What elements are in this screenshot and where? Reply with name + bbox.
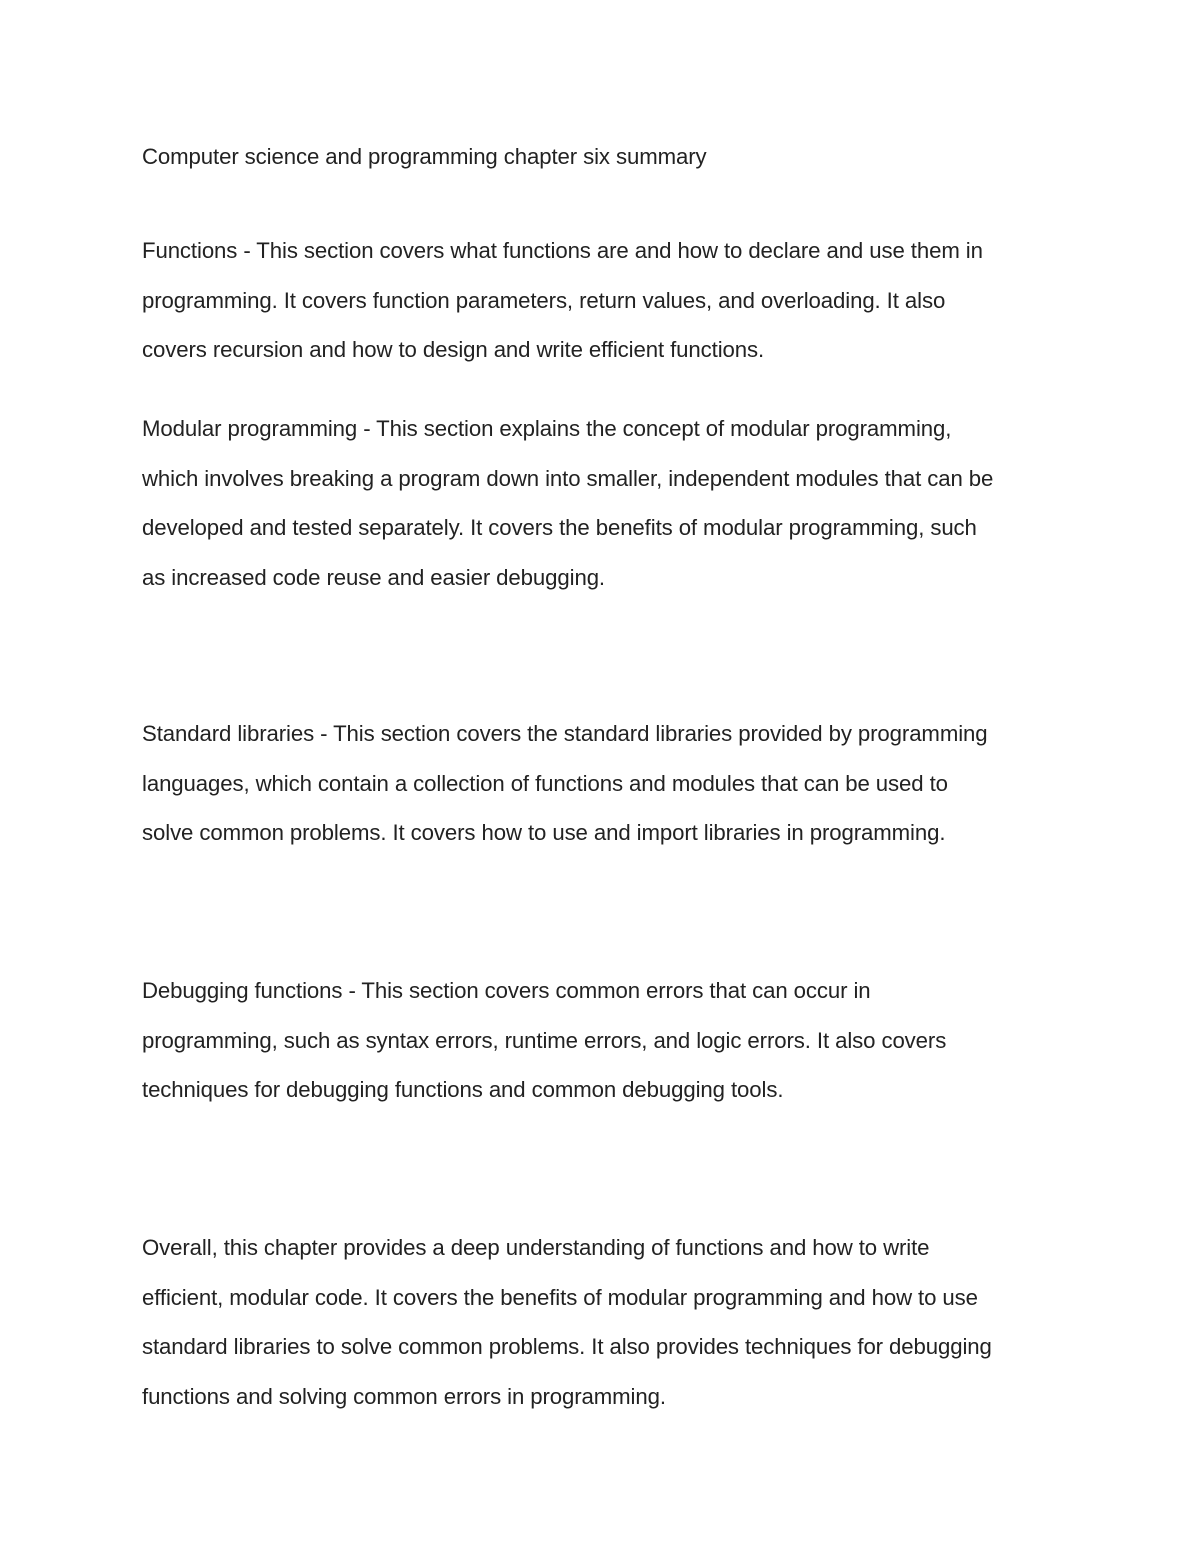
paragraph-line: which involves breaking a program down into smaller, independent modules that can be: [142, 465, 994, 491]
section-overall: [142, 1223, 1067, 1421]
paragraph-line: solve common problems. It covers how to use and import libraries in programming.: [142, 820, 946, 846]
paragraph-line: Functions - This section covers what functions are and how to declare and use them in: [142, 238, 983, 263]
section-functions: [142, 226, 1067, 375]
paragraph-line: functions and solving common errors in programming.: [142, 1383, 666, 1409]
title-line: Computer science and programming chapter six summary: [142, 144, 707, 169]
paragraph-line: techniques for debugging functions and common debugging tools.: [142, 1077, 784, 1103]
paragraph-line: Standard libraries - This section covers the standard libraries provided by programming: [142, 721, 988, 746]
paragraph-line: standard libraries to solve common problems. It also provides techniques for debugging: [142, 1334, 992, 1360]
section-standard-libraries: [142, 709, 1067, 858]
section-debugging-functions: [142, 966, 1067, 1115]
document-title: [142, 132, 1067, 182]
paragraph-line: covers recursion and how to design and write efficient functions.: [142, 337, 765, 363]
paragraph-line: Debugging functions - This section covers common errors that can occur in: [142, 978, 871, 1003]
paragraph-line: developed and tested separately. It covers the benefits of modular programming, such: [142, 515, 977, 541]
paragraph-line: efficient, modular code. It covers the benefits of modular programming and how to use: [142, 1284, 978, 1310]
section-modular-programming: [142, 404, 1067, 602]
paragraph-line: Overall, this chapter provides a deep understanding of functions and how to write: [142, 1235, 930, 1260]
paragraph-line: as increased code reuse and easier debugging.: [142, 564, 605, 590]
paragraph-line: Modular programming - This section explains the concept of modular programming,: [142, 416, 952, 441]
paragraph-line: languages, which contain a collection of functions and modules that can be used to: [142, 770, 948, 796]
paragraph-line: programming, such as syntax errors, runtime errors, and logic errors. It also covers: [142, 1027, 947, 1053]
paragraph-line: programming. It covers function parameters, return values, and overloading. It also: [142, 287, 946, 313]
